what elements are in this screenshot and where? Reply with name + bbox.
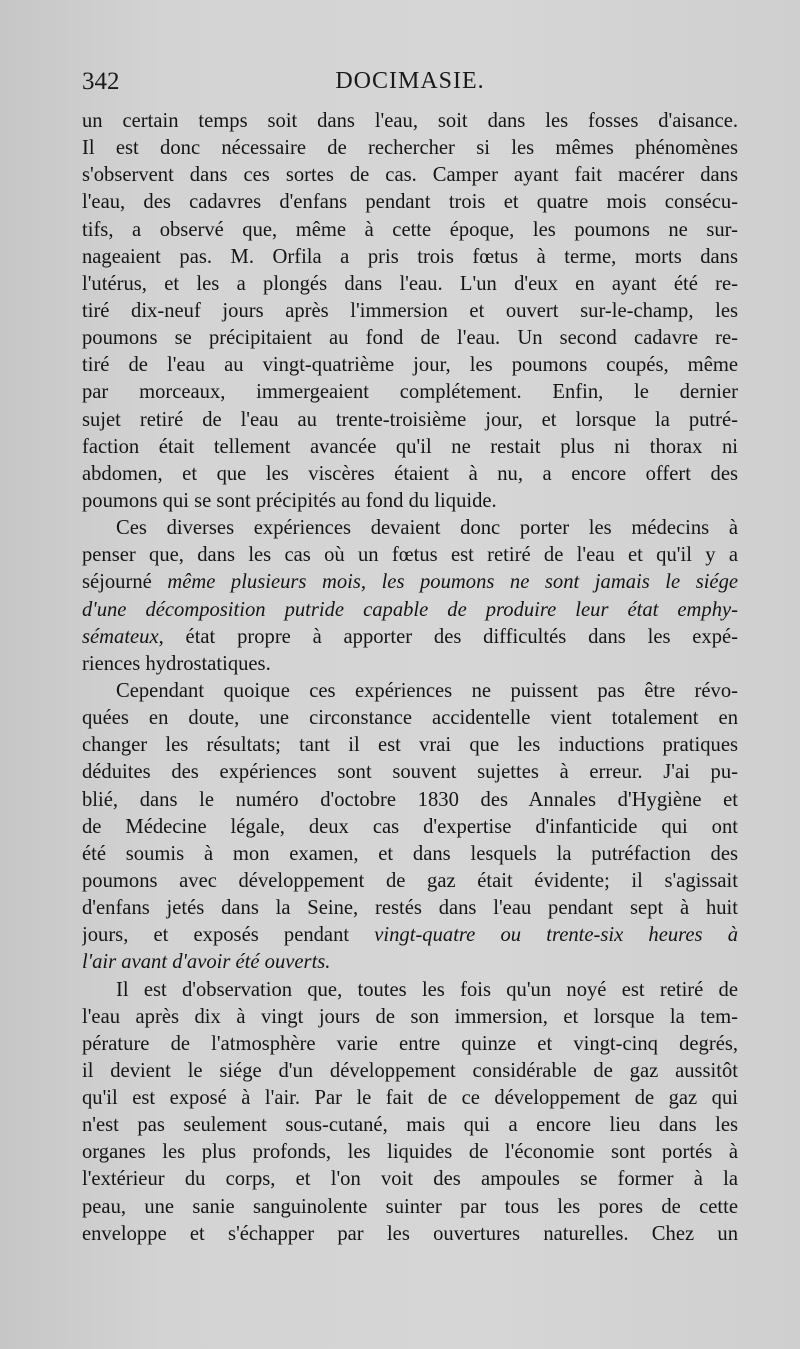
line-italic-text: vingt-quatre ou trente-six heures à: [374, 924, 738, 947]
text-line: [82, 1194, 738, 1221]
text-line: [82, 1166, 738, 1193]
line-text: quées en doute, une circonstance accidentelle vient totalement en: [82, 707, 738, 730]
text-line: [82, 1004, 738, 1031]
text-line: [82, 678, 738, 705]
line-text: jours, et exposés pendant: [82, 924, 375, 947]
line-text: tiré dix-neuf jours après l'immersion et ouvert sur-le-champ, les: [82, 299, 738, 322]
text-line: [82, 325, 738, 352]
line-text: poumons se précipitaient au fond de l'eau. Un second cadavre re-: [82, 327, 738, 350]
line-text: l'eau après dix à vingt jours de son immersion, et lorsque la tem-: [82, 1005, 738, 1028]
line-text: sujet retiré de l'eau au trente-troisième jour, et lorsque la putré-: [82, 408, 738, 431]
line-text: poumons avec développement de gaz était évidente; il s'agissait: [82, 869, 738, 892]
line-italic-text: sémateux: [82, 625, 159, 648]
text-line: [82, 434, 738, 461]
text-line: [82, 705, 738, 732]
line-text: poumons qui se sont précipités au fond du liquide.: [82, 489, 497, 512]
line-text: enveloppe et s'échapper par les ouvertures naturelles. Chez un: [82, 1222, 738, 1245]
line-text: riences hydrostatiques.: [82, 652, 271, 675]
text-line: [82, 651, 738, 678]
text-line: [82, 542, 738, 569]
text-line: [82, 1085, 738, 1112]
line-text: tifs, a observé que, même à cette époque, les poumons ne sur-: [82, 218, 738, 241]
text-line: [82, 135, 738, 162]
line-text: nageaient pas. M. Orfila a pris trois fœtus à terme, morts dans: [82, 245, 738, 268]
text-line: [82, 624, 738, 651]
line-text: faction était tellement avancée qu'il ne restait plus ni thorax ni: [82, 435, 738, 458]
text-line: [82, 977, 738, 1004]
line-text: été soumis à mon examen, et dans lesquels la putréfaction des: [82, 842, 738, 865]
text-line: [82, 488, 738, 515]
line-text: Cependant quoique ces expériences ne puissent pas être révo-: [116, 679, 738, 702]
line-text: tiré de l'eau au vingt-quatrième jour, les poumons coupés, même: [82, 354, 738, 377]
text-line: [82, 515, 738, 542]
text-line: [82, 461, 738, 488]
text-line: [82, 271, 738, 298]
line-text: changer les résultats; tant il est vrai que les inductions pratiques: [82, 734, 738, 757]
line-text: n'est pas seulement sous-cutané, mais qui a encore lieu dans les: [82, 1114, 738, 1137]
line-text: pérature de l'atmosphère varie entre quinze et vingt-cinq degrés,: [82, 1032, 738, 1055]
line-text: l'utérus, et les a plongés dans l'eau. L'un d'eux en ayant été re-: [82, 272, 738, 295]
line-text: Ces diverses expériences devaient donc porter les médecins à: [116, 517, 738, 540]
text-line: [82, 814, 738, 841]
line-text: d'enfans jetés dans la Seine, restés dans l'eau pendant sept à huit: [82, 897, 738, 920]
line-italic-text: l'air avant d'avoir été ouverts.: [82, 951, 331, 974]
line-text: l'eau, des cadavres d'enfans pendant trois et quatre mois consécu-: [82, 191, 738, 214]
line-text: un certain temps soit dans l'eau, soit dans les fosses d'aisance.: [82, 110, 738, 132]
line-text: , état propre à apporter des difficultés dans les expé-: [158, 625, 738, 648]
text-line: [82, 217, 738, 244]
line-text: il devient le siége d'un développement considérable de gaz aussitôt: [82, 1059, 738, 1082]
line-text: peau, une sanie sanguinolente suinter par tous les pores de cette: [82, 1195, 738, 1218]
text-line: [82, 922, 738, 949]
text-line: [82, 298, 738, 325]
line-text: l'extérieur du corps, et l'on voit des ampoules se former à la: [82, 1168, 738, 1191]
text-line: [82, 1112, 738, 1139]
text-line: [82, 1221, 738, 1248]
line-text: Il est d'observation que, toutes les fois qu'un noyé est retiré de: [116, 978, 738, 1001]
body-text: [82, 108, 738, 1248]
line-text: qu'il est exposé à l'air. Par le fait de ce développement de gaz qui: [82, 1087, 738, 1110]
text-line: [82, 379, 738, 406]
text-line: [82, 1058, 738, 1085]
running-head: DOCIMASIE.: [335, 68, 485, 94]
line-text: séjourné: [82, 571, 168, 594]
text-line: [82, 1139, 738, 1166]
line-text: organes les plus profonds, les liquides de l'économie sont portés à: [82, 1141, 738, 1164]
text-line: [82, 569, 738, 596]
text-line: [82, 244, 738, 271]
text-line: [82, 597, 738, 624]
text-line: [82, 868, 738, 895]
line-text: penser que, dans les cas où un fœtus est retiré de l'eau et qu'il y a: [82, 544, 738, 567]
line-italic-text: d'une décomposition putride capable de produire leur état emphy-: [82, 598, 738, 621]
text-line: [82, 949, 738, 976]
text-line: [82, 841, 738, 868]
page-number: 342: [82, 68, 120, 95]
line-text: par morceaux, immergeaient complétement. Enfin, le dernier: [82, 381, 738, 404]
text-line: [82, 352, 738, 379]
page-header: [82, 68, 738, 102]
text-line: [82, 162, 738, 189]
text-line: [82, 895, 738, 922]
line-text: s'observent dans ces sortes de cas. Camper ayant fait macérer dans: [82, 164, 738, 187]
text-line: [82, 732, 738, 759]
line-italic-text: même plusieurs mois, les poumons ne sont jamais le siége: [167, 571, 738, 594]
text-line: [82, 407, 738, 434]
line-text: Il est donc nécessaire de rechercher si les mêmes phénomènes: [82, 137, 738, 160]
line-text: de Médecine légale, deux cas d'expertise d'infanticide qui ont: [82, 815, 738, 838]
text-line: [82, 108, 738, 135]
line-text: blié, dans le numéro d'octobre 1830 des Annales d'Hygiène et: [82, 788, 738, 811]
text-line: [82, 787, 738, 814]
line-text: abdomen, et que les viscères étaient à nu, a encore offert des: [82, 462, 738, 485]
text-line: [82, 189, 738, 216]
line-text: déduites des expériences sont souvent sujettes à erreur. J'ai pu-: [82, 761, 738, 784]
text-line: [82, 759, 738, 786]
text-line: [82, 1031, 738, 1058]
